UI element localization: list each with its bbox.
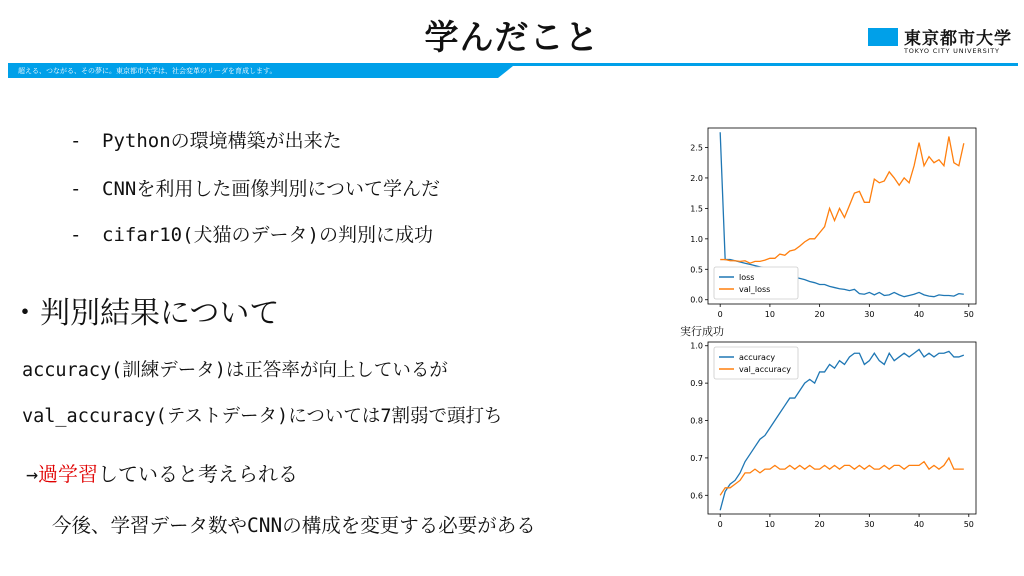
conclusion-text: していると考えられる xyxy=(98,462,299,486)
x-tick-label: 20 xyxy=(814,520,825,529)
bullet-text: Pythonの環境構築が出来た xyxy=(102,130,342,152)
legend-label: val_accuracy xyxy=(739,365,791,374)
x-tick-label: 0 xyxy=(717,310,723,319)
x-tick-label: 30 xyxy=(864,520,875,529)
legend-box xyxy=(714,267,798,299)
bullet-dash: - xyxy=(70,224,82,246)
y-tick-label: 1.5 xyxy=(690,204,703,214)
x-tick-label: 50 xyxy=(963,310,974,319)
x-tick-label: 50 xyxy=(963,520,974,529)
bullet-item xyxy=(70,220,433,247)
logo-mark-icon xyxy=(868,28,898,46)
legend-box xyxy=(714,347,798,379)
slogan-banner xyxy=(8,63,1018,78)
slide-title: 学んだこと xyxy=(424,18,600,58)
x-tick-label: 10 xyxy=(764,310,775,319)
accuracy-chart xyxy=(676,338,982,538)
bullet-text: CNNを利用した画像判別について学んだ xyxy=(102,178,440,200)
y-tick-label: 0.9 xyxy=(690,379,703,389)
y-tick-label: 0.7 xyxy=(690,453,703,463)
banner-slogan: 超える、つながる、その夢に。東京都市大学は、社会変革のリーダを育成します。 xyxy=(18,67,277,75)
legend-label: accuracy xyxy=(739,353,776,362)
overfitting-highlight: 過学習 xyxy=(38,462,99,486)
x-tick-label: 20 xyxy=(814,310,825,319)
result-line: accuracy(訓練データ)は正答率が向上しているが xyxy=(22,360,448,381)
bullet-dash: - xyxy=(70,130,82,152)
y-tick-label: 0.6 xyxy=(690,491,703,501)
accuracy-chart-title: 実行成功 xyxy=(680,325,724,338)
university-logo xyxy=(868,26,1018,60)
loss-chart xyxy=(676,124,982,322)
future-work-line: 今後、学習データ数やCNNの構成を変更する必要がある xyxy=(52,514,536,537)
result-line: val_accuracy(テストデータ)については7割弱で頭打ち xyxy=(22,406,503,427)
bullet-text: cifar10(犬猫のデータ)の判別に成功 xyxy=(102,224,433,246)
y-tick-label: 0.5 xyxy=(690,265,703,275)
logo-name: 東京都市大学 xyxy=(904,29,1012,49)
legend-label: loss xyxy=(739,273,755,282)
y-tick-label: 0.8 xyxy=(690,416,703,426)
y-tick-label: 0.0 xyxy=(690,295,703,305)
bullet-item xyxy=(70,174,440,201)
arrow-icon: → xyxy=(26,462,39,486)
x-tick-label: 10 xyxy=(764,520,775,529)
x-tick-label: 40 xyxy=(913,310,925,319)
conclusion-line xyxy=(26,458,298,487)
section-heading: ・判別結果について xyxy=(10,296,280,331)
legend-label: val_loss xyxy=(739,285,771,294)
y-tick-label: 1.0 xyxy=(690,234,703,244)
y-tick-label: 1.0 xyxy=(690,341,703,351)
x-tick-label: 40 xyxy=(913,520,925,529)
logo-name-en: TOKYO CITY UNIVERSITY xyxy=(904,47,1000,55)
bullet-item xyxy=(70,126,342,153)
x-tick-label: 30 xyxy=(864,310,875,319)
y-tick-label: 2.0 xyxy=(690,173,703,183)
bullet-dash: - xyxy=(70,178,82,200)
x-tick-label: 0 xyxy=(717,520,723,529)
y-tick-label: 2.5 xyxy=(690,143,703,153)
